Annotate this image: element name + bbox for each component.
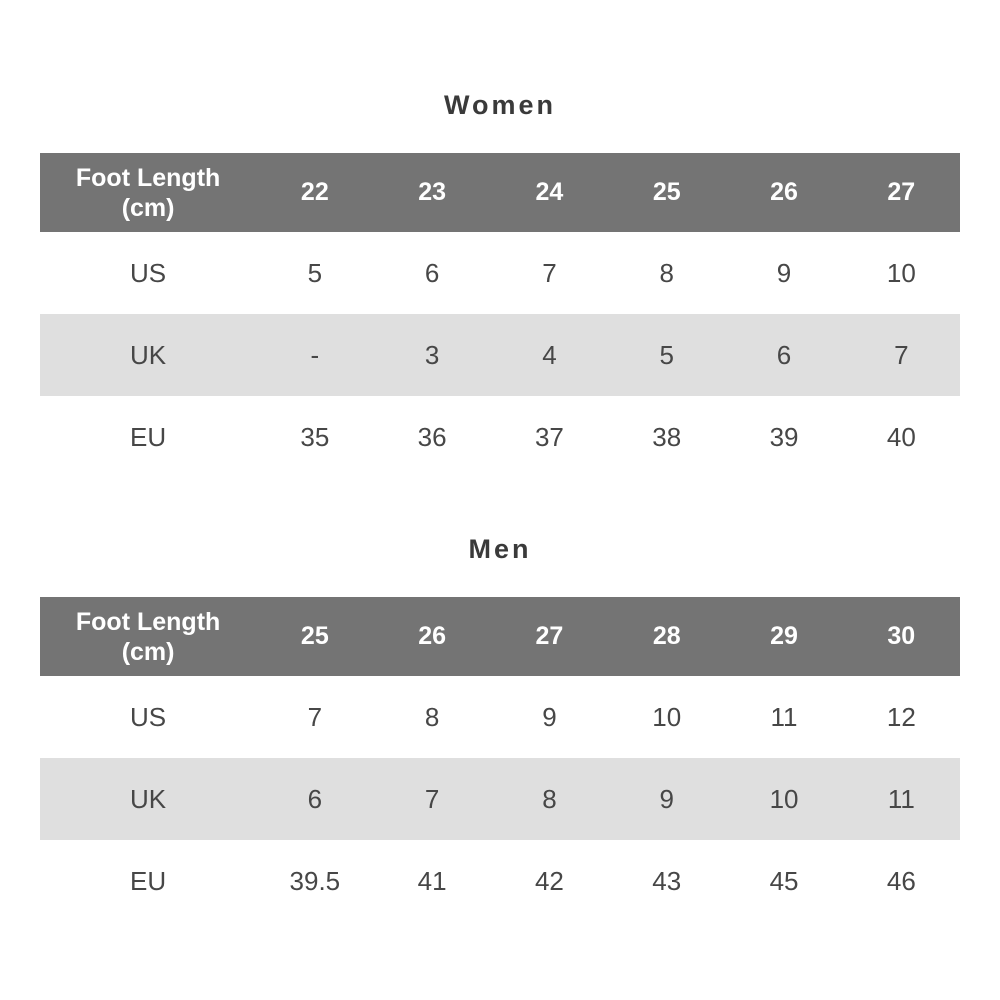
value-cell: 43 xyxy=(652,865,682,896)
column-header-cell: 24 xyxy=(535,178,564,206)
size-table-men xyxy=(40,597,960,922)
value-cell: 45 xyxy=(769,865,799,896)
row-label-cell: US xyxy=(130,701,167,732)
value-cell: 8 xyxy=(659,257,674,288)
value-cell: - xyxy=(310,339,320,370)
value-cell: 46 xyxy=(886,865,916,896)
size-table-women xyxy=(40,153,960,478)
value-cell: 7 xyxy=(894,339,909,370)
row-label-cell: UK xyxy=(130,339,167,370)
value-cell: 39 xyxy=(769,421,799,452)
value-cell: 35 xyxy=(300,421,330,452)
value-cell: 38 xyxy=(652,421,682,452)
value-cell: 6 xyxy=(307,783,323,814)
value-cell: 9 xyxy=(776,257,792,288)
column-header-cell: 29 xyxy=(770,622,798,650)
column-header-cell: 25 xyxy=(300,622,329,650)
table-row-eu xyxy=(40,396,960,478)
value-cell: 9 xyxy=(659,783,674,814)
value-cell: 10 xyxy=(886,257,916,288)
table-title-women: Women xyxy=(443,90,556,120)
foot-length-label: Foot Length xyxy=(75,607,221,636)
column-header-cell: 27 xyxy=(887,178,916,206)
value-cell: 10 xyxy=(652,701,682,732)
value-cell: 9 xyxy=(542,701,557,732)
value-cell: 41 xyxy=(417,865,447,896)
table-title-men: Men xyxy=(468,534,532,564)
value-cell: 8 xyxy=(424,701,440,732)
value-cell: 11 xyxy=(887,783,915,814)
column-header-cell: 23 xyxy=(418,178,447,206)
value-cell: 7 xyxy=(424,783,440,814)
foot-length-unit: (cm) xyxy=(121,193,175,222)
row-label-cell: US xyxy=(130,257,167,288)
row-label-cell: EU xyxy=(130,865,167,896)
value-cell: 5 xyxy=(659,339,674,370)
value-cell: 42 xyxy=(534,865,564,896)
column-header-cell: 25 xyxy=(652,178,681,206)
foot-length-header-cell xyxy=(40,597,256,676)
row-label-cell: UK xyxy=(130,783,167,814)
value-cell: 5 xyxy=(307,257,323,288)
table-row-uk xyxy=(40,314,960,396)
value-cell: 6 xyxy=(424,257,440,288)
column-header-cell: 26 xyxy=(418,622,447,650)
value-cell: 11 xyxy=(770,701,798,732)
column-header-cell: 30 xyxy=(887,622,916,650)
value-cell: 6 xyxy=(776,339,792,370)
value-cell: 8 xyxy=(542,783,557,814)
table-row-eu xyxy=(40,840,960,922)
value-cell: 10 xyxy=(769,783,799,814)
value-cell: 7 xyxy=(307,701,323,732)
value-cell: 4 xyxy=(542,339,557,370)
table-row-us xyxy=(40,232,960,314)
value-cell: 36 xyxy=(417,421,447,452)
row-label-cell: EU xyxy=(130,421,167,452)
header-row xyxy=(40,597,960,676)
table-row-us xyxy=(40,676,960,758)
header-row xyxy=(40,153,960,232)
value-cell: 12 xyxy=(886,701,916,732)
foot-length-header-cell xyxy=(40,153,256,232)
column-header-cell: 26 xyxy=(770,178,798,206)
value-cell: 37 xyxy=(534,421,564,452)
foot-length-unit: (cm) xyxy=(121,637,175,666)
size-table-section-women xyxy=(0,90,1000,478)
size-table-section-men xyxy=(0,534,1000,922)
value-cell: 39.5 xyxy=(289,865,341,896)
column-header-cell: 28 xyxy=(652,622,681,650)
value-cell: 7 xyxy=(542,257,557,288)
value-cell: 40 xyxy=(886,421,916,452)
foot-length-label: Foot Length xyxy=(75,163,221,192)
value-cell: 3 xyxy=(424,339,440,370)
column-header-cell: 22 xyxy=(300,178,329,206)
column-header-cell: 27 xyxy=(535,622,564,650)
table-row-uk xyxy=(40,758,960,840)
